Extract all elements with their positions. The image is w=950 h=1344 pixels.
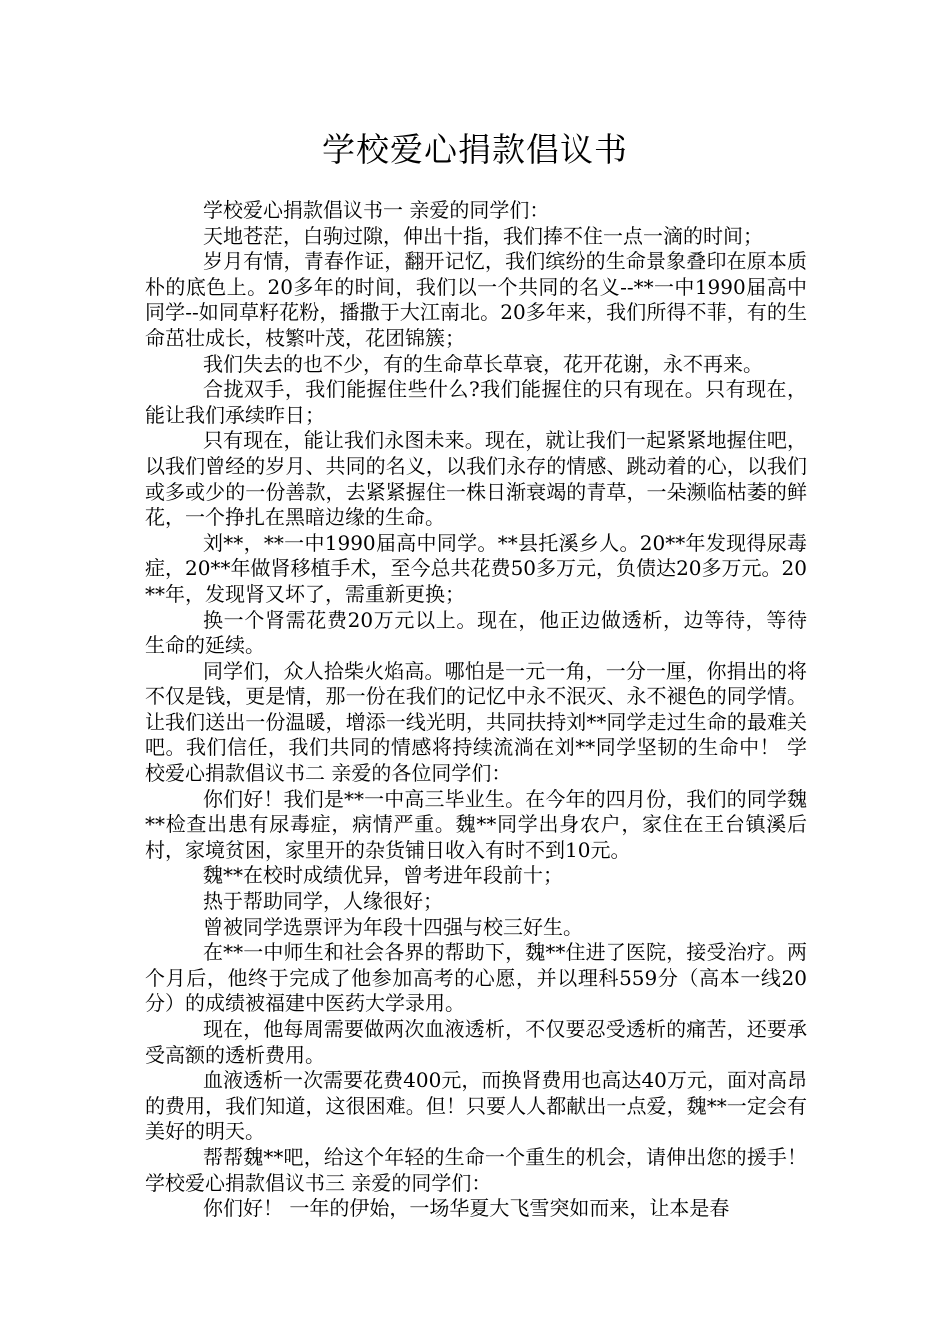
paragraph: 热于帮助同学，人缘很好；	[203, 889, 443, 914]
paragraph: 学校爱心捐款倡议书一 亲爱的同学们：	[203, 198, 550, 222]
paragraph: 你们好！ 一年的伊始，一场华夏大飞雪突如而来，让本是春	[203, 1196, 730, 1221]
paragraph: 天地苍茫，白驹过隙，伸出十指，我们捧不住一点一滴的时间；	[203, 223, 763, 248]
paragraph: 血液透析一次需要花费400元，而换肾费用也高达40万元，面对高昂的费用，我们知道，这很困难。但！只要人人都献出一点爱，魏**一定会有美好的明天。	[145, 1068, 807, 1144]
paragraph: 你们好！我们是**一中高三毕业生。在今年的四月份，我们的同学魏**检查出患有尿毒症，病情严重。魏**同学出身农户，家住在王台镇溪后村，家境贫困，家里开的杂货铺日收入有时不到10元。	[145, 786, 807, 862]
paragraph: 合拢双手，我们能握住些什么?我们能握住的只有现在。只有现在，能让我们承续昨日；	[145, 377, 807, 427]
document-body	[145, 198, 807, 1222]
document-title: 学校爱心捐款倡议书	[322, 130, 628, 169]
paragraph: 换一个肾需花费20万元以上。现在，他正边做透析，边等待，等待生命的延续。	[145, 607, 807, 658]
paragraph: 我们失去的也不少，有的生命草长草衰，花开花谢，永不再来。	[203, 351, 763, 376]
paragraph: 岁月有情，青春作证，翻开记忆，我们缤纷的生命景象叠印在原本质朴的底色上。20多年的时间，我们以一个共同的名义--**一中1990届高中同学--如同草籽花粉，播撒于大江南北。20多年来，我们所得不菲，有的生命茁壮成长，枝繁叶茂，花团锦簇；	[145, 249, 807, 350]
paragraph: 魏**在校时成绩优异，曾考进年段前十；	[203, 863, 563, 888]
paragraph: 曾被同学选票评为年段十四强与校三好生。	[203, 914, 583, 939]
paragraph: 现在，他每周需要做两次血液透析，不仅要忍受透析的痛苦，还要承受高额的透析费用。	[145, 1017, 807, 1067]
paragraph: 帮帮魏**吧，给这个年轻的生命一个重生的机会，请伸出您的援手！ 学校爱心捐款倡议书三 亲爱的同学们：	[145, 1144, 807, 1195]
paragraph: 同学们，众人拾柴火焰高。哪怕是一元一角，一分一厘，你捐出的将不仅是钱，更是情，那一份在我们的记忆中永不泯灭、永不褪色的同学情。让我们送出一份温暖，增添一线光明，共同扶持刘**同学走过生命的最难关吧。我们信任，我们共同的情感将持续流淌在刘**同学坚韧的生命中！ 学校爱心捐款倡议书二 亲爱的各位同学们：	[145, 658, 807, 786]
paragraph: 只有现在，能让我们永图未来。现在，就让我们一起紧紧地握住吧，以我们曾经的岁月、共同的名义，以我们永存的情感、跳动着的心，以我们或多或少的一份善款，去紧紧握住一株日渐衰竭的青草，一朵濒临枯萎的鲜花，一个挣扎在黑暗边缘的生命。	[145, 428, 807, 530]
paragraph: 刘**，**一中1990届高中同学。**县托溪乡人。20**年发现得尿毒症，20**年做肾移植手术，至今总共花费50多万元，负债达20多万元。20**年，发现肾又坏了，需重新更换；	[145, 530, 807, 606]
paragraph: 在**一中师生和社会各界的帮助下，魏**住进了医院，接受治疗。两个月后，他终于完成了他参加高考的心愿，并以理科559分（高本一线20分）的成绩被福建中医药大学录用。	[145, 940, 807, 1016]
